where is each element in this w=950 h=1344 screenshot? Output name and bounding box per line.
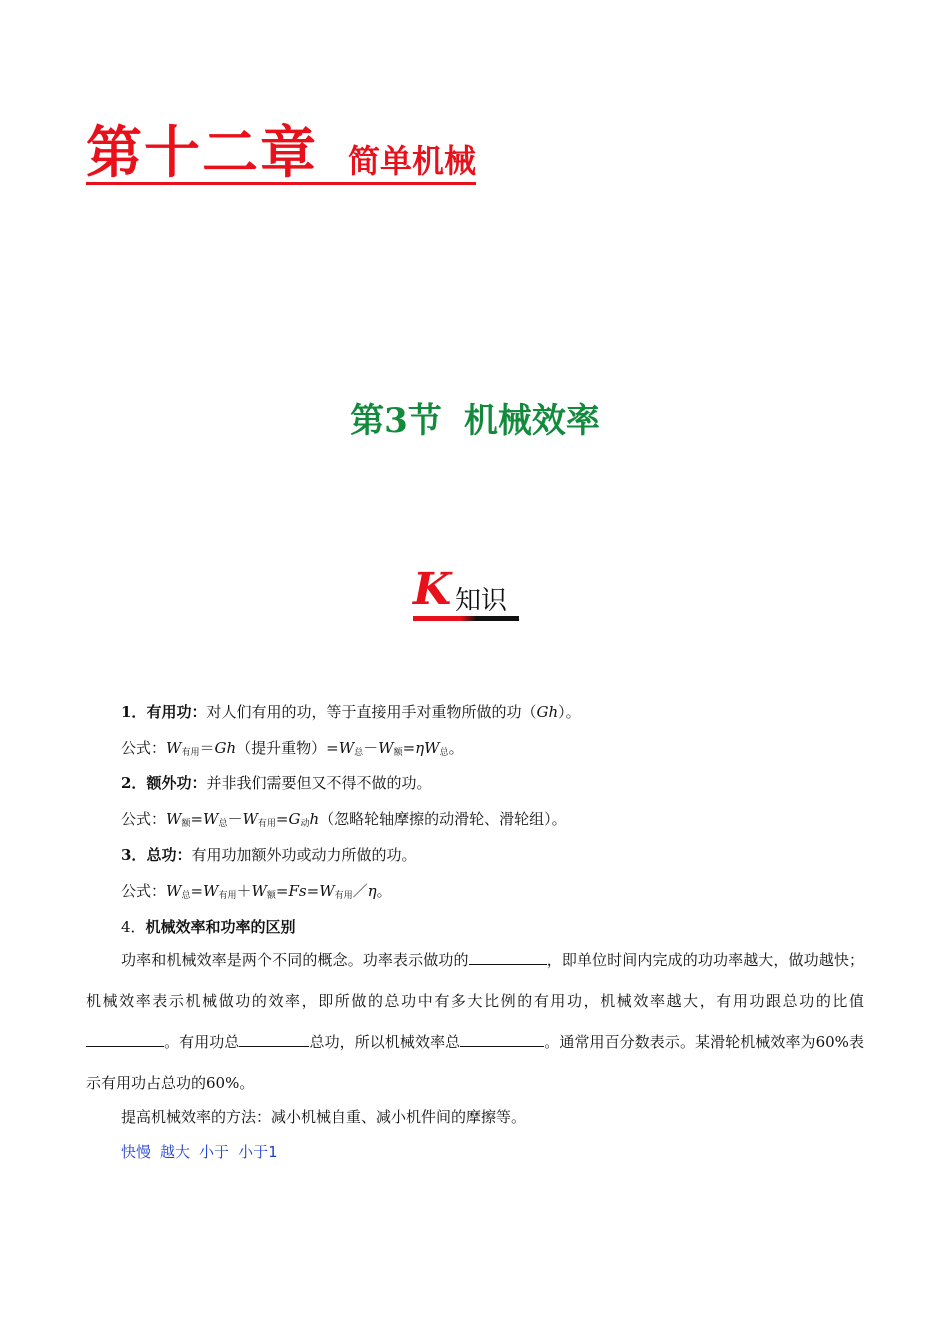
subscript: 总	[218, 819, 228, 829]
symbol-w: W	[424, 739, 440, 757]
difference-heading	[121, 916, 296, 937]
symbol-g: G	[288, 810, 301, 828]
symbol-eta: η	[415, 739, 425, 757]
total-work-definition	[121, 844, 416, 865]
subscript: 额	[393, 748, 403, 758]
improvement-method: 提高机械效率的方法：减小机械自重、减小机件间的摩擦等。	[121, 1108, 527, 1126]
formula-note: （忽略轮轴摩擦的动滑轮、滑轮组）。	[319, 810, 567, 828]
subscript: 有用	[334, 891, 353, 901]
knowledge-badge	[413, 564, 519, 622]
symbol-w: W	[251, 882, 267, 900]
knowledge-k-icon: K	[413, 564, 452, 615]
symbol-w: W	[166, 882, 182, 900]
definition-tail: ）。	[558, 703, 581, 721]
chapter-name: 简单机械	[348, 142, 477, 180]
definition-text: 并非我们需要但又不得不做的功。	[206, 774, 432, 792]
symbol-w: W	[203, 882, 219, 900]
symbol-w: W	[242, 810, 258, 828]
knowledge-label: 知识	[455, 586, 508, 616]
item-number: 3．	[121, 846, 147, 864]
symbol-gh: Gh	[536, 703, 559, 721]
total-work-formula	[121, 880, 392, 901]
item-number: 4．	[121, 918, 146, 936]
item-number: 1．	[121, 703, 147, 721]
formula-end: 。	[448, 739, 464, 757]
operator: ＋	[236, 882, 252, 900]
term-difference: 机械效率和功率的区别	[145, 918, 296, 936]
item-number: 2．	[121, 774, 147, 792]
paragraph-text: 总功，所以机械效率总	[309, 1033, 461, 1051]
badge-underline	[413, 616, 519, 621]
paragraph-text: 功率和机械效率是两个不同的概念。功率表示做功的	[121, 951, 469, 969]
formula-prefix: 公式：	[121, 739, 167, 757]
symbol-w: W	[166, 810, 182, 828]
useful-work-formula	[121, 737, 464, 758]
term-useful-work: 有用功：	[146, 703, 207, 721]
paragraph-text: ，即单位时间内完成的功功率越大，做功越快；机械效率表示机械做功的效率，即所做的总功中有多大比例的有用功，机械效率越大，有用功跟总功的比值	[86, 951, 864, 1010]
operator: =	[306, 882, 320, 900]
subscript: 有用	[181, 748, 200, 758]
symbol-gh: Gh	[214, 739, 237, 757]
paragraph-text: 。有用功总	[164, 1033, 240, 1051]
answer-blank-3[interactable]	[239, 1032, 309, 1047]
operator: ／	[352, 882, 368, 900]
answer-blank-1[interactable]	[469, 950, 547, 965]
operator: ＝	[199, 739, 215, 757]
operator: =	[190, 810, 204, 828]
extra-work-definition	[121, 772, 431, 793]
extra-work-formula	[121, 808, 567, 829]
formula-end: 。	[376, 882, 392, 900]
formula-prefix: 公式：	[121, 810, 167, 828]
formula-prefix: 公式：	[121, 882, 167, 900]
operator: =	[275, 810, 289, 828]
section-name: 机械效率	[463, 401, 600, 441]
symbol-w: W	[166, 739, 182, 757]
answer-blank-2[interactable]	[86, 1032, 164, 1047]
operator: =	[402, 739, 416, 757]
answer-key: 快慢 越大 小于 小于1	[121, 1143, 278, 1161]
formula-note: （提升重物）=	[236, 739, 339, 757]
symbol-w: W	[338, 739, 355, 757]
subscript: 有用	[257, 819, 276, 829]
definition-text: 有用功加额外功或动力所做的功。	[191, 846, 417, 864]
paragraph-text: 。通常用百分数表示。某滑轮机械效率为60%表示有用功占总功的60%。	[86, 1033, 864, 1092]
subscript: 总	[439, 748, 449, 758]
answer-blank-4[interactable]	[460, 1032, 544, 1047]
chapter-heading	[86, 121, 477, 186]
subscript: 额	[181, 819, 191, 829]
subscript: 额	[266, 891, 276, 901]
subscript: 动	[300, 819, 310, 829]
term-extra-work: 额外功：	[146, 774, 207, 792]
subscript: 总	[354, 748, 364, 758]
symbol-w: W	[319, 882, 335, 900]
operator: =	[190, 882, 204, 900]
symbol-fs: Fs	[288, 882, 307, 900]
useful-work-definition	[121, 701, 581, 722]
efficiency-power-paragraph	[86, 940, 864, 1104]
section-number: 第3节	[350, 401, 442, 441]
symbol-w: W	[378, 739, 394, 757]
symbol-eta: η	[367, 882, 377, 900]
symbol-h: h	[309, 810, 320, 828]
operator: =	[275, 882, 289, 900]
section-title	[0, 393, 950, 442]
subscript: 有用	[218, 891, 237, 901]
subscript: 总	[181, 891, 191, 901]
definition-text: 对人们有用的功，等于直接用手对重物所做的功（	[206, 703, 537, 721]
chapter-number: 第十二章	[86, 121, 318, 186]
term-total-work: 总功：	[146, 846, 192, 864]
symbol-w: W	[203, 810, 219, 828]
operator: －	[227, 810, 243, 828]
operator: －	[363, 739, 379, 757]
